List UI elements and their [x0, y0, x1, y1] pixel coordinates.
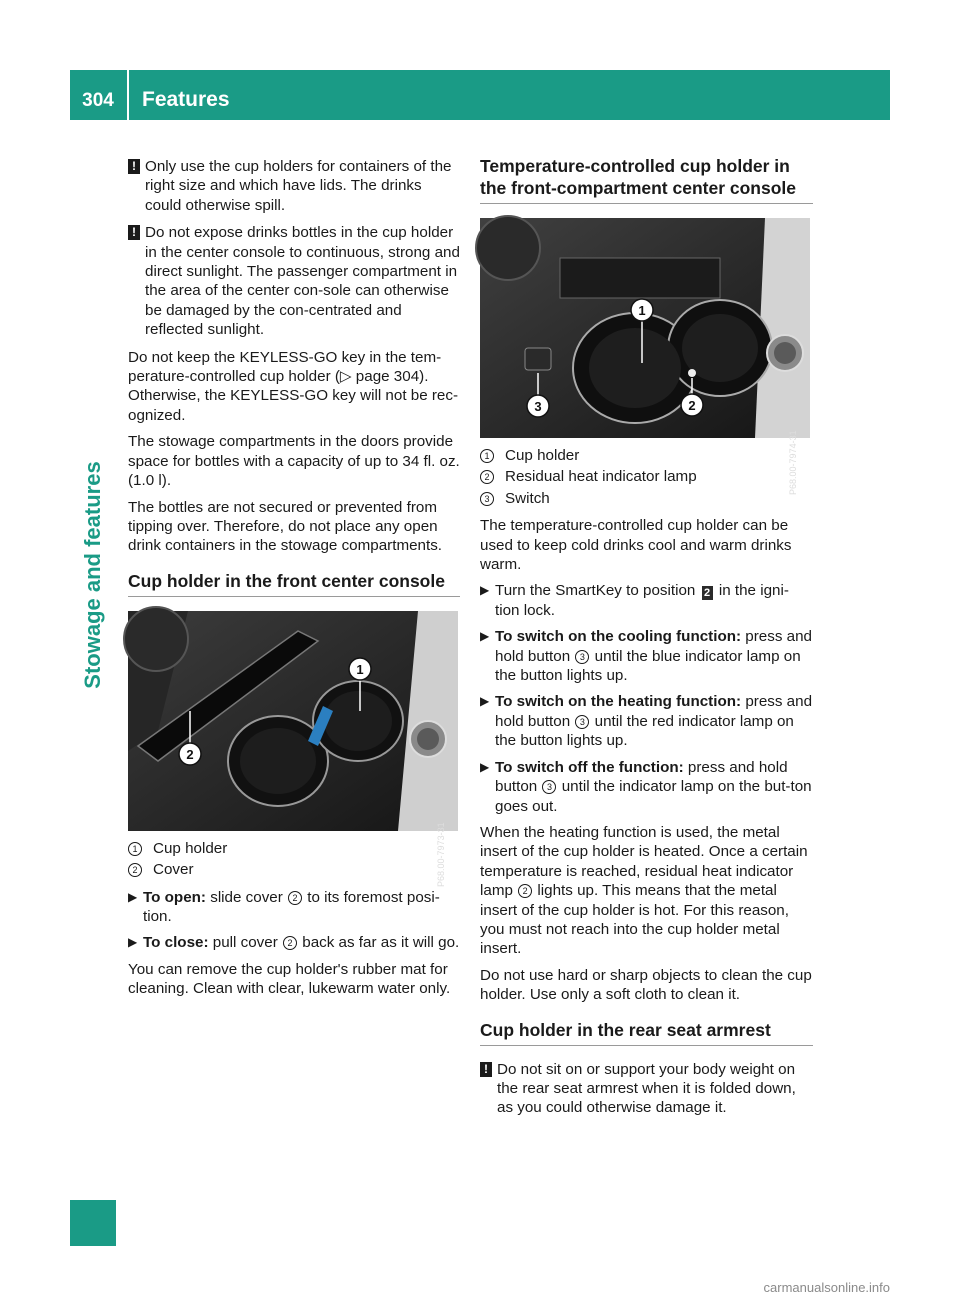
- warning-text: Do not sit on or support your body weight on the rear seat armrest when it is folded down, as you could otherwise damage it.: [497, 1060, 796, 1117]
- section-heading: Temperature-controlled cup holder in the front-compartment center console: [480, 155, 813, 204]
- figure-code: P68.00-7973-31: [436, 822, 447, 888]
- paragraph: [480, 823, 813, 959]
- paragraph: The bottles are not secured or prevented from tipping over. Therefore, do not place any open drink containers in the stowage compartments.: [128, 498, 443, 555]
- warning-note: [128, 223, 460, 339]
- section-heading: Cup holder in the front center console: [128, 570, 460, 597]
- legend-list: [128, 839, 460, 880]
- arrow-right-icon: ▶: [480, 629, 490, 644]
- side-label-text: Stowage and features: [80, 461, 105, 689]
- legend-list: [480, 446, 813, 508]
- right-column: [480, 155, 813, 1126]
- side-tab: [70, 1200, 116, 1246]
- legend-item: [480, 489, 813, 508]
- arrow-right-icon: ▶: [480, 583, 490, 598]
- page-number: 304: [82, 90, 114, 111]
- legend-item: [128, 860, 460, 879]
- step-text: back as far as it will go.: [302, 934, 460, 952]
- section-title: Features: [142, 88, 230, 111]
- step-text: in the igni-tion lock.: [495, 582, 789, 619]
- legend-label: Cup holder: [505, 447, 580, 464]
- step-text: press and hold button: [495, 758, 788, 796]
- instruction-step: [128, 888, 460, 927]
- svg-text:1: 1: [356, 661, 364, 677]
- paragraph: The temperature-controlled cup holder can be used to keep cold drinks cool and warm drinks warm.: [480, 517, 792, 574]
- page-reference-link[interactable]: ▷ page 304: [339, 368, 420, 386]
- paragraph-text: Do not keep the KEYLESS-GO key in the tem-perature-controlled cup holder (: [128, 348, 442, 386]
- arrow-right-icon: ▶: [480, 759, 490, 774]
- warning-text: Only use the cup holders for containers of the right size and which have lids. The drinks could otherwise spill.: [145, 158, 452, 214]
- instruction-step: [480, 627, 813, 685]
- section-heading: Cup holder in the rear seat armrest: [480, 1019, 813, 1046]
- callout-number: 2: [288, 891, 302, 905]
- legend-item: [480, 467, 813, 486]
- temperature-console-illustration: [480, 218, 810, 438]
- paragraph: You can remove the cup holder's rubber mat for cleaning. Clean with clear, lukewarm water only.: [128, 960, 451, 998]
- svg-text:3: 3: [534, 399, 542, 414]
- legend-label: Residual heat indicator lamp: [505, 468, 697, 486]
- step-text: press and hold button: [495, 693, 813, 730]
- warning-note: [128, 157, 460, 215]
- warning-note: [480, 1060, 813, 1118]
- instruction-step: [128, 933, 460, 952]
- callout-number: 3: [575, 715, 589, 729]
- step-text: until the indicator lamp on the but-ton goes out.: [495, 778, 812, 815]
- step-text: until the blue indicator lamp on the button lights up.: [495, 647, 801, 685]
- svg-text:2: 2: [186, 746, 194, 762]
- paragraph-text: lights up. This means that the metal insert of the cup holder is hot. For this reason, you must not reach into the cup holder metal insert.: [480, 882, 789, 958]
- step-label: To close:: [143, 934, 209, 952]
- side-label: [70, 135, 116, 1185]
- step-text: slide cover: [210, 888, 283, 906]
- legend-number: 3: [480, 492, 494, 506]
- svg-text:2: 2: [688, 398, 696, 413]
- left-column: [128, 157, 460, 1006]
- paragraph: The stowage compartments in the doors provide space for bottles with a capacity of up to 34 fl. oz. (1.0 l).: [128, 433, 460, 490]
- legend-item: [480, 446, 813, 465]
- legend-number: 1: [480, 449, 494, 463]
- ignition-position-key: 2: [702, 586, 713, 600]
- watermark: carmanualsonline.info: [763, 1280, 890, 1295]
- svg-text:1: 1: [638, 303, 646, 318]
- callout-number: 3: [575, 650, 589, 664]
- step-text: until the red indicator lamp on the button lights up.: [495, 712, 794, 750]
- paragraph-text: When the heating function is used, the metal insert of the cup holder is heated. Once a certain temperature is reached, residual heat indicator lamp: [480, 823, 808, 900]
- arrow-right-icon: ▶: [128, 889, 138, 904]
- figure-code: P68.00-7974-31: [788, 430, 799, 495]
- exclamation-icon: !: [128, 225, 140, 240]
- step-text: to its foremost posi-tion.: [143, 888, 440, 925]
- instruction-step: [480, 758, 813, 816]
- center-console-illustration: [128, 611, 458, 831]
- step-text: press and hold button: [495, 628, 812, 665]
- step-label: To switch on the cooling function:: [495, 628, 742, 646]
- legend-label: Cover: [153, 861, 194, 879]
- step-text: Turn the SmartKey to position: [495, 582, 696, 600]
- warning-text: Do not expose drinks bottles in the cup holder in the center console to continuous, strong and direct sunlight. The passenger compartment in the area of the center con-sole can otherwise be damaged by the con-centrated and reflected sunlight.: [145, 224, 460, 339]
- header-bar: [70, 70, 890, 120]
- header-divider: [127, 70, 129, 120]
- legend-label: Cup holder: [153, 839, 228, 857]
- step-text: pull cover: [212, 934, 278, 952]
- paragraph-text: ). Otherwise, the KEYLESS-GO key will not be rec-ognized.: [128, 368, 459, 424]
- legend-number: 1: [128, 842, 142, 856]
- instruction-step: [480, 581, 813, 620]
- legend-number: 2: [480, 470, 494, 484]
- exclamation-icon: !: [128, 159, 140, 174]
- arrow-right-icon: ▶: [480, 694, 490, 709]
- legend-item: [128, 839, 460, 858]
- step-label: To open:: [143, 888, 206, 906]
- step-label: To switch off the function:: [495, 758, 684, 776]
- paragraph: Do not use hard or sharp objects to clean the cup holder. Use only a soft cloth to clean it.: [480, 966, 812, 1004]
- step-label: To switch on the heating function:: [495, 693, 742, 711]
- legend-label: Switch: [505, 489, 550, 507]
- instruction-step: [480, 692, 813, 750]
- callout-number: 3: [542, 780, 556, 794]
- callout-number: 2: [283, 936, 297, 950]
- legend-number: 2: [128, 863, 142, 877]
- arrow-right-icon: ▶: [128, 935, 138, 950]
- paragraph: [128, 348, 460, 426]
- callout-number: 2: [518, 884, 532, 898]
- exclamation-icon: !: [480, 1062, 492, 1077]
